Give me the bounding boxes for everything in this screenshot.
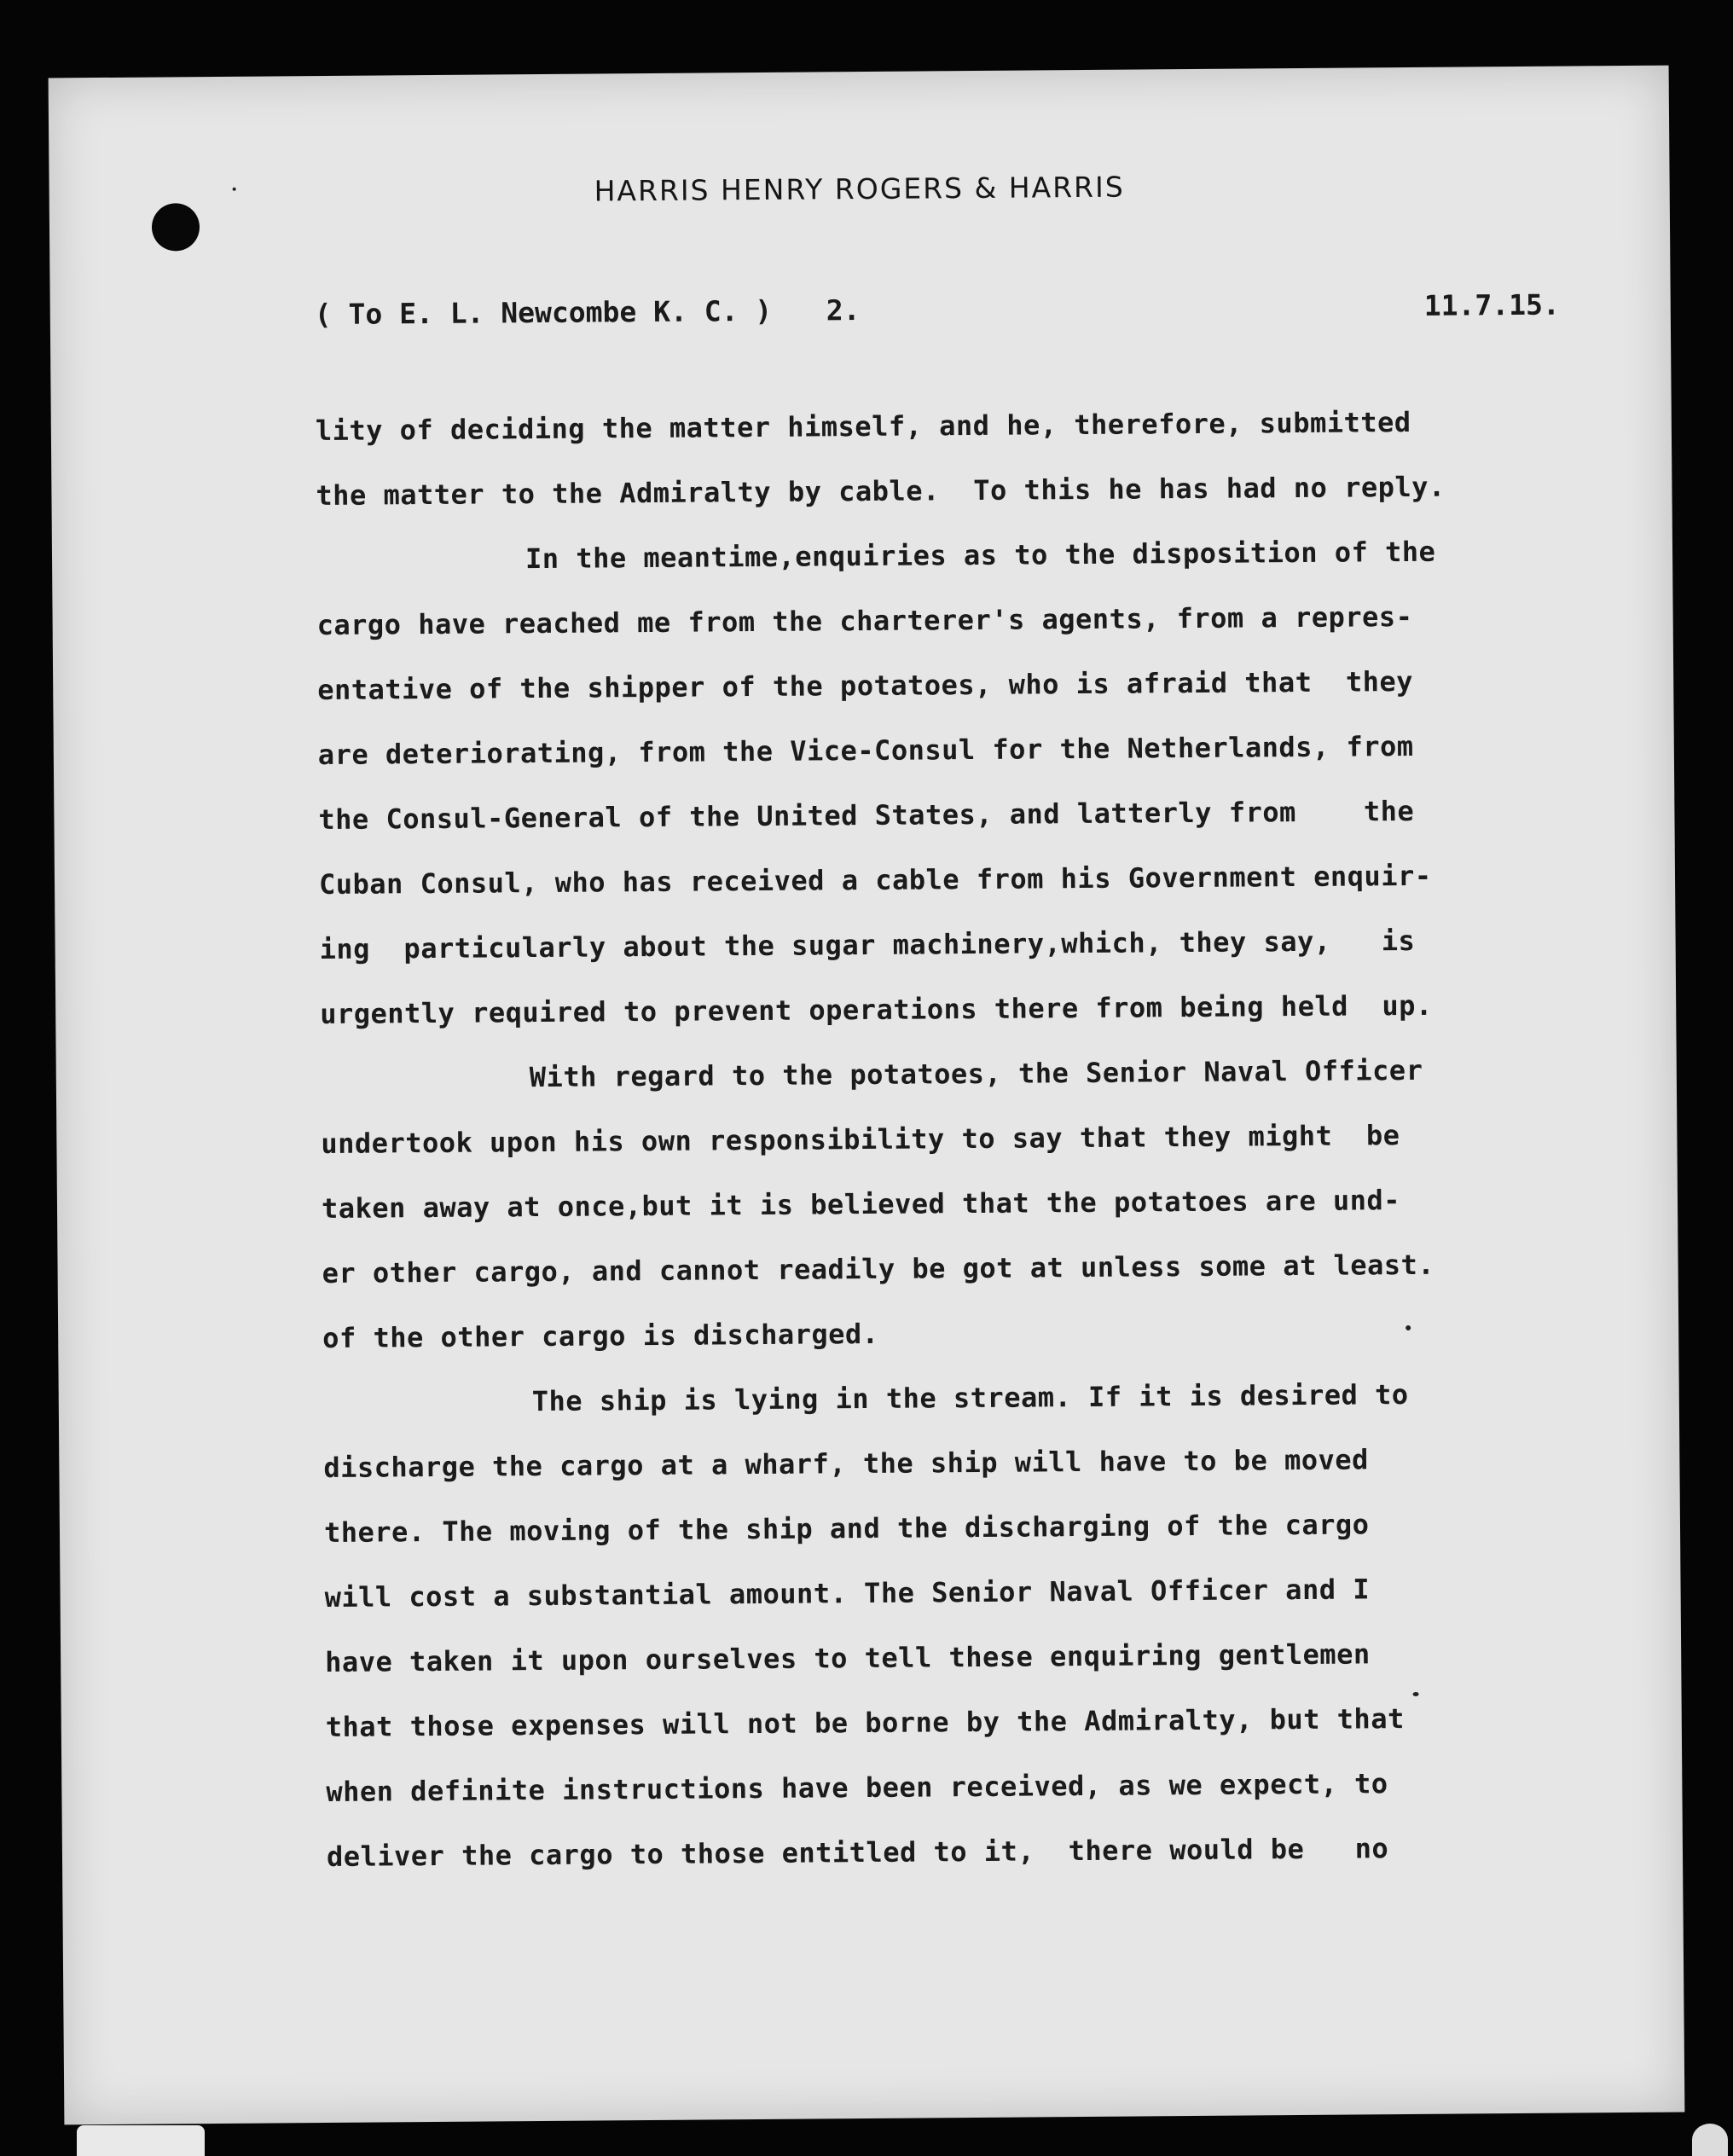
text-line: lity of deciding the matter himself, and he, therefore, submitted: [315, 405, 1411, 448]
text-line: have taken it upon ourselves to tell these enquiring gentlemen: [325, 1637, 1371, 1679]
text-line: undertook upon his own responsibility to say that they might be: [321, 1119, 1400, 1161]
text-line: when definite instructions have been received, as we expect, to: [326, 1767, 1388, 1809]
scan-corner-mark: [1692, 2124, 1728, 2156]
text-line: are deteriorating, from the Vice-Consul for the Netherlands, from: [317, 729, 1414, 772]
text-line: er other cargo, and cannot readily be got at unless some at least.: [322, 1248, 1435, 1290]
text-line: Cuban Consul, who has received a cable from his Government enquir-: [318, 859, 1432, 901]
text-line: will cost a substantial amount. The Senior Naval Officer and I: [324, 1573, 1371, 1614]
page-number: 2.: [826, 293, 861, 327]
text-line: With regard to the potatoes, the Senior Naval Officer: [529, 1053, 1423, 1094]
text-line: In the meantime,enquiries as to the disposition of the: [525, 535, 1436, 576]
scan-edge-tab: [77, 2125, 205, 2156]
text-line: ing particularly about the sugar machinery,which, they say, is: [319, 924, 1416, 966]
text-line: urgently required to prevent operations there from being held up.: [320, 988, 1433, 1031]
addressee: ( To E. L. Newcombe K. C. ): [314, 293, 773, 332]
text-line: cargo have reached me from the charterer's agents, from a repres-: [316, 600, 1413, 642]
paragraph: [323, 1360, 1632, 1889]
text-line: of the other cargo is discharged.: [322, 1317, 879, 1355]
text-line: deliver the cargo to those entitled to it, there would be no: [326, 1832, 1389, 1873]
text-line: taken away at once,but it is believed that the potatoes are und-: [321, 1184, 1401, 1226]
text-line: the Consul-General of the United States, and latterly from the: [318, 794, 1415, 837]
letter-date: 11.7.15.: [1423, 287, 1560, 322]
text-line: there. The moving of the ship and the discharging of the cargo: [323, 1508, 1370, 1550]
letter-page: [49, 66, 1685, 2125]
text-line: the matter to the Admiralty by cable. To this he has had no reply.: [316, 470, 1446, 513]
text-line: that those expenses will not be borne by the Admiralty, but that: [325, 1702, 1405, 1744]
paragraph: [316, 518, 1626, 1046]
paragraph: [316, 388, 1621, 528]
letterhead: HARRIS HENRY ROGERS & HARRIS: [594, 170, 1125, 208]
text-line: entative of the shipper of the potatoes, who is afraid that they: [317, 664, 1414, 707]
reference-line: [315, 288, 1560, 349]
paragraph: [321, 1036, 1628, 1371]
text-line: The ship is lying in the stream. If it is desired to: [531, 1378, 1409, 1418]
text-line: discharge the cargo at a wharf, the ship will have to be moved: [323, 1443, 1369, 1485]
letter-body: [316, 388, 1632, 1889]
